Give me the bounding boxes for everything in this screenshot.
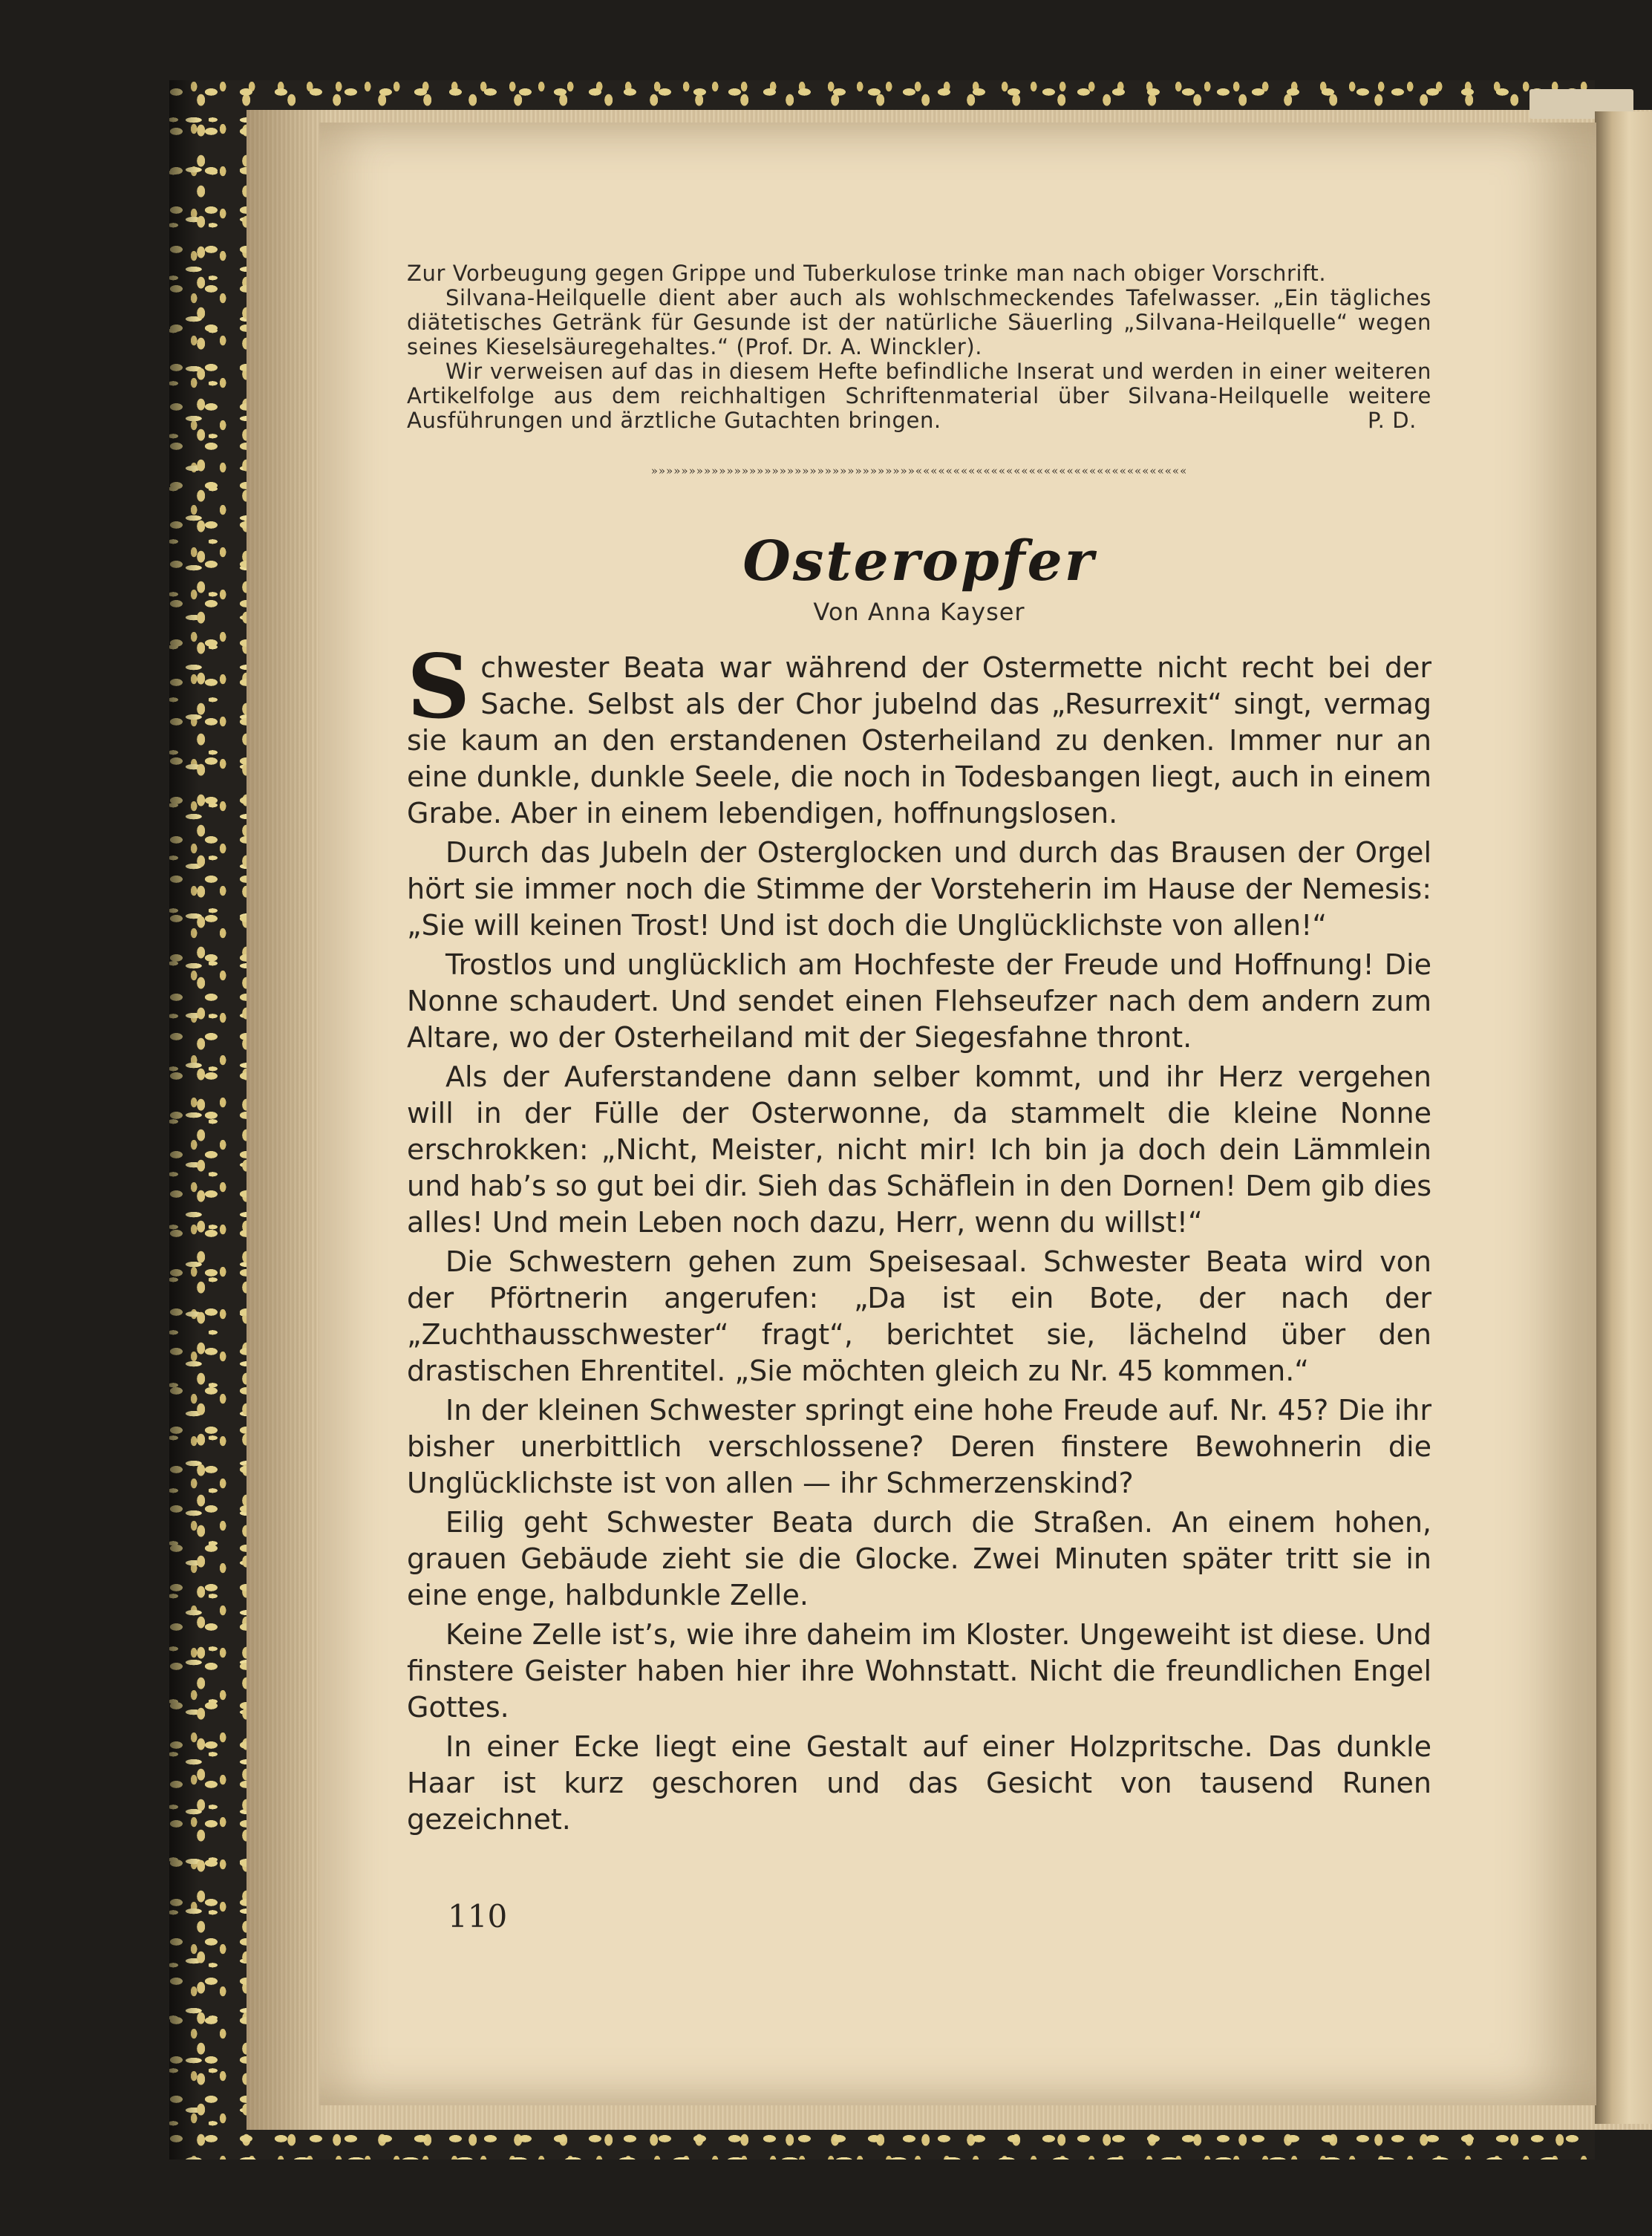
advertisement-prelude — [407, 261, 1431, 433]
story-paragraph: Keine Zelle ist’s, wie ihre daheim im Kloster. Ungeweiht ist diese. Und finstere Geister haben hier ihre Wohnstatt. Nicht die freundlichen Engel Gottes. — [407, 1618, 1431, 1724]
cover-shadow — [169, 80, 199, 2160]
prelude-paragraph-1: Zur Vorbeugung gegen Grippe und Tuberkulose trinke man nach obiger Vorschrift. — [407, 261, 1327, 286]
article-title: Osteropfer — [742, 529, 1096, 593]
ornamental-divider: »»»»»»»»»»»»»»»»»»»»»»»»»»»»»»»»»»»«««««««««««««««««««««««««««««««««««« — [650, 464, 1188, 477]
story-paragraph: Eilig geht Schwester Beata durch die Straßen. An einem hohen, grauen Gebäude zieht sie die Glocke. Zwei Minuten später tritt sie in eine enge, halbdunkle Zelle. — [407, 1506, 1431, 1611]
signature: P. D. — [1368, 408, 1417, 433]
prelude-paragraph-3-text: Wir verweisen auf das in diesem Hefte befindliche Inserat und werden in einer weiteren Artikelfolge aus dem reichhaltigen Schriftenmaterial über Silvana-Heilquelle weitere Ausführungen und ärztliche Gutachten bringen. — [407, 359, 1431, 433]
story-paragraph: In einer Ecke liegt eine Gestalt auf einer Holzpritsche. Das dunkle Haar ist kurz geschoren und das Gesicht von tausend Runen gezeichnet. — [407, 1730, 1431, 1836]
prelude-paragraph-2: Silvana-Heilquelle dient aber auch als wohlschmeckendes Tafelwasser. „Ein tägliches diätetisches Getränk für Gesunde ist der natürliche Säuerling „Silvana-Heilquelle“ wegen seines Kieselsäuregehaltes.“ (Prof. Dr. A. Winckler). — [407, 285, 1431, 359]
page-number: 110 — [448, 1898, 508, 1935]
page-content — [407, 261, 1431, 1841]
article-body — [407, 635, 1431, 1838]
prelude-paragraph-3 — [407, 359, 1431, 433]
story-paragraph: Trostlos und unglücklich am Hochfeste der Freude und Hoffnung! Die Nonne schaudert. Und sendet einen Flehseufzer nach dem andern zum Altare, wo der Osterheiland mit der Siegesfahne thront. — [407, 948, 1431, 1054]
book-gutter — [1595, 111, 1652, 2124]
drop-cap: S — [407, 635, 471, 738]
page-stack-shadow — [247, 110, 328, 2130]
article-byline: Von Anna Kayser — [813, 598, 1025, 626]
story-paragraph: Schwester Beata war während der Ostermette nicht recht bei der Sache. Selbst als der Chor jubelnd das „Resurrexit“ singt, vermag sie kaum an den erstandenen Osterheiland zu denken. Immer nur an eine dunkle, dunkle Seele, die noch in Todesbangen liegt, auch in einem Grabe. Aber in einem lebendigen, hoffnungslosen. — [407, 635, 1431, 829]
story-paragraph: In der kleinen Schwester springt eine hohe Freude auf. Nr. 45? Die ihr bisher unerbittlich verschlossene? Deren finstere Bewohnerin die Unglücklichste ist von allen — ihr Schmerzenskind? — [407, 1394, 1431, 1499]
story-paragraph: Als der Auferstandene dann selber kommt, und ihr Herz vergehen will in der Fülle der Osterwonne, da stammelt die kleine Nonne erschrokken: „Nicht, Meister, nicht mir! Ich bin ja doch dein Lämmlein und hab’s so gut bei dir. Sieh das Schäflein in den Dornen! Dem gib dies alles! Und mein Leben noch dazu, Herr, wenn du willst!“ — [407, 1060, 1431, 1239]
story-paragraph: Durch das Jubeln der Osterglocken und durch das Brausen der Orgel hört sie immer noch die Stimme der Vorsteherin im Hause der Nemesis: „Sie will keinen Trost! Und ist doch die Unglücklichste von allen!“ — [407, 836, 1431, 942]
story-paragraph: Die Schwestern gehen zum Speisesaal. Schwester Beata wird von der Pförtnerin angerufen: „Da ist ein Bote, der nach der „Zuchthausschwester“ fragt“, berichtet sie, lächelnd über den drastischen Ehrentitel. „Sie möchten gleich zu Nr. 45 kommen.“ — [407, 1245, 1431, 1387]
